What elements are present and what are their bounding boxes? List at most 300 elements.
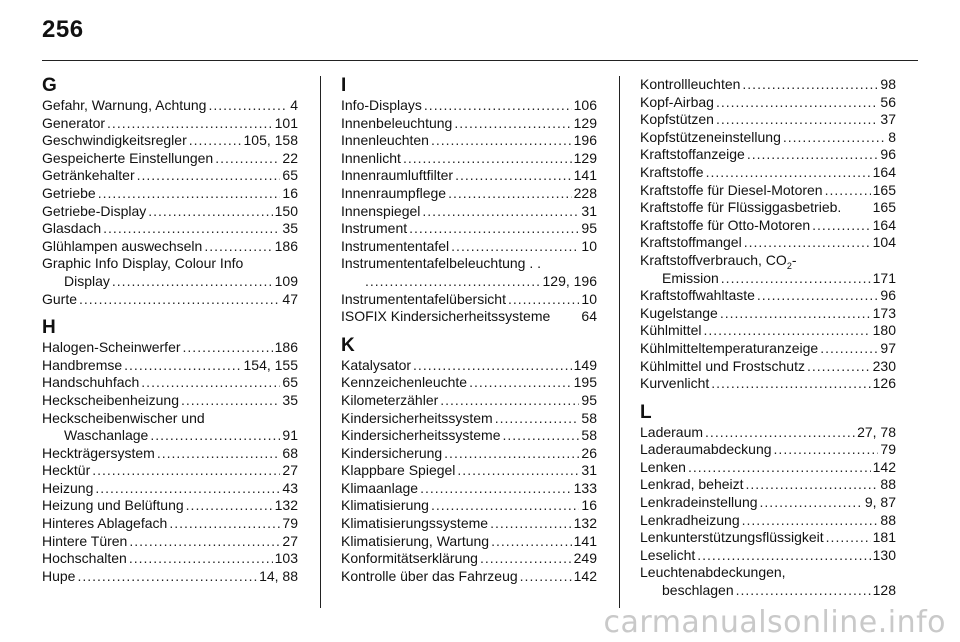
leader-dots [186, 497, 273, 515]
entry-term: Getriebe [42, 184, 96, 201]
index-entry[interactable] [640, 476, 896, 494]
leader-dots [480, 550, 572, 568]
entry-term: Lenkunterstützungsflüssigkeit [640, 529, 824, 546]
index-entry-continuation [42, 273, 298, 291]
entry-term: Hinteres Ablagefach [42, 515, 168, 532]
leader-dots [774, 441, 879, 459]
entry-term: Kopfstützen [640, 111, 714, 128]
entry-pages: 88 [880, 511, 896, 528]
index-entry[interactable] [341, 255, 597, 290]
entry-pages: 186 [274, 339, 298, 356]
index-entry[interactable] [42, 220, 298, 238]
index-entry[interactable] [341, 291, 597, 309]
entry-pages: 165 [872, 181, 896, 198]
leader-dots [747, 146, 879, 164]
entry-pages: 97 [880, 339, 896, 356]
entry-term: Leselicht [640, 546, 696, 563]
index-entry[interactable] [640, 164, 896, 182]
index-entry[interactable] [640, 217, 896, 235]
index-entry[interactable] [42, 550, 298, 568]
entry-term: Kennzeichenleuchte [341, 374, 468, 391]
entry-pages: 88 [880, 476, 896, 493]
entry-term: Getriebe-Display [42, 202, 147, 219]
entry-pages: 4 [290, 97, 298, 113]
entry-pages: 98 [880, 76, 896, 92]
leader-dots [157, 445, 281, 463]
index-entry-term [42, 410, 298, 428]
leader-dots [409, 220, 579, 238]
index-entry[interactable] [42, 392, 298, 410]
entry-term: Instrumententafelübersicht [341, 290, 506, 307]
leader-dots [424, 97, 572, 115]
index-entry-term [341, 255, 597, 273]
leader-dots [455, 167, 572, 185]
index-column-1 [42, 76, 298, 585]
index-entry[interactable] [341, 238, 597, 256]
index-entry[interactable] [341, 132, 597, 150]
leader-dots [744, 234, 871, 252]
index-entry[interactable] [341, 445, 597, 463]
entry-pages: 195 [573, 374, 597, 391]
entry-pages: 132 [274, 497, 298, 514]
index-entry[interactable] [640, 234, 896, 252]
index-entry[interactable] [42, 255, 298, 290]
leader-dots [137, 167, 281, 185]
leader-dots [716, 111, 878, 129]
entry-term-text: Graphic Info Display, Colour Info [42, 255, 244, 272]
index-entry[interactable] [640, 76, 896, 94]
leader-dots [451, 238, 579, 256]
entry-term: Heckträgersystem [42, 444, 155, 461]
entry-term-text: Instrumententafelbeleuchtung . . [341, 255, 542, 272]
entry-pages: 56 [880, 93, 896, 110]
entry-term: Generator [42, 114, 106, 131]
entry-pages: 35 [282, 391, 298, 408]
index-entry[interactable] [42, 445, 298, 463]
entry-term: Kühlmitteltemperaturanzeige [640, 339, 819, 356]
index-entry[interactable] [42, 132, 298, 150]
index-entry[interactable] [341, 115, 597, 133]
index-entry[interactable] [42, 203, 298, 221]
index-entry[interactable] [640, 512, 896, 530]
leader-dots [448, 185, 572, 203]
entry-pages: 31 [581, 462, 597, 479]
entry-pages: 95 [581, 220, 597, 237]
entry-term: Lenken [640, 458, 686, 475]
entry-pages: 154, 155 [243, 356, 298, 373]
index-column-3 [640, 76, 896, 600]
entry-pages: 65 [282, 374, 298, 391]
index-entry[interactable] [341, 515, 597, 533]
entry-term: Kurvenlicht [640, 375, 710, 392]
index-entry-continuation [341, 273, 597, 291]
leader-dots [736, 582, 871, 600]
index-entry[interactable] [640, 146, 896, 164]
entry-pages: 79 [880, 441, 896, 458]
index-entry[interactable] [341, 550, 597, 568]
entry-term: Instrument [341, 220, 408, 237]
entry-pages: 58 [581, 427, 597, 444]
entry-pages: 132 [573, 515, 597, 532]
entry-term: Gespeicherte Einstellungen [42, 149, 214, 166]
index-entry[interactable] [42, 291, 298, 309]
leader-dots [746, 476, 879, 494]
leader-dots [431, 497, 579, 515]
leader-dots [107, 115, 273, 133]
index-entry[interactable] [42, 167, 298, 185]
leader-dots [129, 533, 280, 551]
entry-pages: 141 [573, 167, 597, 184]
leader-dots [189, 132, 242, 150]
entry-pages: 47 [282, 290, 298, 307]
entry-pages: 9, 87 [864, 494, 896, 511]
entry-pages: 14, 88 [259, 567, 298, 584]
entry-term: Kraftstoffe [640, 163, 704, 180]
leader-dots [742, 512, 879, 530]
index-entry[interactable] [640, 252, 896, 287]
leader-dots [711, 375, 870, 393]
entry-term: Hochschalten [42, 550, 127, 567]
leader-dots [183, 339, 273, 357]
leader-dots [491, 533, 572, 551]
entry-term: Kontrolle über das Fahrzeug [341, 567, 518, 584]
entry-pages: 35 [282, 220, 298, 237]
entry-pages: 16 [282, 184, 298, 201]
index-entry[interactable] [341, 427, 597, 445]
entry-term: Kindersicherheitssystem [341, 409, 493, 426]
entry-term: Gurte [42, 290, 78, 307]
index-entry[interactable] [42, 185, 298, 203]
leader-dots [826, 529, 871, 547]
entry-term: Kraftstoffe für Otto-Motoren [640, 216, 811, 233]
entry-pages: 249 [573, 550, 597, 567]
section-letter: I [341, 75, 347, 96]
entry-term: Heizung und Belüftung [42, 497, 184, 514]
leader-dots [98, 185, 281, 203]
index-entry-term [42, 255, 298, 273]
leader-dots [420, 480, 572, 498]
index-entry[interactable] [640, 459, 896, 477]
entry-pages: 173 [872, 304, 896, 321]
entry-term: Kraftstoffanzeige [640, 146, 745, 163]
leader-dots [365, 273, 541, 291]
leader-dots [760, 494, 863, 512]
entry-term: Kopfstützeneinstellung [640, 128, 781, 145]
entry-term: Heckscheibenheizung [42, 391, 179, 408]
entry-pages: 95 [581, 391, 597, 408]
index-entry[interactable] [42, 339, 298, 357]
index-entry[interactable] [341, 410, 597, 428]
index-entry[interactable] [640, 322, 896, 340]
index-entry[interactable] [42, 515, 298, 533]
leader-dots [783, 129, 886, 147]
leader-dots [697, 547, 870, 565]
column-divider-1 [320, 76, 321, 608]
entry-pages: 165 [872, 199, 896, 216]
entry-pages: 106 [573, 97, 597, 113]
entry-pages: 104 [872, 234, 896, 251]
index-entry[interactable] [640, 494, 896, 512]
entry-pages: 230 [872, 357, 896, 374]
index-entry[interactable] [640, 111, 896, 129]
entry-pages: 31 [581, 202, 597, 219]
entry-pages: 27 [282, 462, 298, 479]
entry-pages: 171 [872, 269, 896, 286]
leader-dots [208, 97, 288, 115]
leader-dots [92, 462, 280, 480]
leader-dots [95, 480, 280, 498]
leader-dots [454, 115, 571, 133]
entry-pages: 26 [581, 444, 597, 461]
entry-term: Innenbeleuchtung [341, 114, 453, 131]
entry-term: Klimatisierung, Wartung [341, 532, 490, 549]
entry-term: Laderaumabdeckung [640, 441, 772, 458]
entry-term: Innenleuchten [341, 132, 429, 149]
entry-term: Innenspiegel [341, 202, 421, 219]
entry-pages: 79 [282, 515, 298, 532]
index-entry[interactable] [341, 392, 597, 410]
entry-term-continued: beschlagen [662, 582, 734, 599]
entry-pages: 65 [282, 167, 298, 184]
index-entry[interactable] [341, 220, 597, 238]
entry-pages: 103 [274, 550, 298, 567]
leader-dots [112, 273, 273, 291]
entry-term: Klappbare Spiegel [341, 462, 456, 479]
index-entry-continuation [640, 270, 896, 288]
entry-pages: 130 [872, 546, 896, 563]
index-entry[interactable] [341, 167, 597, 185]
entry-term: Lenkradeinstellung [640, 494, 758, 511]
index-entry[interactable] [640, 199, 896, 217]
leader-dots [716, 94, 878, 112]
leader-dots [204, 238, 272, 256]
entry-term: Konformitätserklärung [341, 550, 478, 567]
entry-pages: 228 [573, 184, 597, 201]
entry-pages: 64 [581, 308, 597, 325]
index-entry[interactable] [640, 375, 896, 393]
entry-pages: 27, 78 [857, 423, 896, 440]
entry-term: Kraftstoffe für Flüssiggasbetrieb. [640, 199, 842, 216]
entry-term: Hecktür [42, 462, 91, 479]
entry-pages: 109 [274, 272, 298, 289]
entry-pages: 27 [282, 532, 298, 549]
entry-term: Info-Displays [341, 97, 422, 113]
entry-term: Lenkradheizung [640, 511, 740, 528]
entry-pages: 105, 158 [243, 132, 298, 149]
leader-dots [79, 291, 280, 309]
index-entry[interactable] [640, 441, 896, 459]
entry-pages: 22 [282, 149, 298, 166]
leader-dots [495, 410, 580, 428]
leader-dots [490, 515, 572, 533]
index-entry[interactable] [341, 97, 597, 115]
index-entry[interactable] [341, 462, 597, 480]
entry-pages: 10 [581, 237, 597, 254]
index-entry[interactable] [640, 358, 896, 376]
index-entry[interactable] [42, 497, 298, 515]
entry-pages: 101 [274, 114, 298, 131]
index-entry-continuation [640, 582, 896, 600]
entry-pages: 164 [872, 163, 896, 180]
entry-pages: 196 [573, 132, 597, 149]
leader-dots [812, 217, 870, 235]
index-entry[interactable] [42, 410, 298, 445]
column-divider-2 [619, 76, 620, 608]
entry-term: Getränkehalter [42, 167, 135, 184]
leader-dots [422, 203, 579, 221]
entry-term: Kraftstoffwahltaste [640, 287, 755, 304]
leader-dots [403, 150, 572, 168]
leader-dots [413, 357, 572, 375]
leader-dots [825, 182, 871, 200]
index-entry[interactable] [640, 424, 896, 442]
entry-pages: 43 [282, 479, 298, 496]
index-entry[interactable] [341, 185, 597, 203]
index-entry[interactable] [42, 374, 298, 392]
entry-pages: 141 [573, 532, 597, 549]
entry-term: Instrumententafel [341, 237, 450, 254]
index-entry[interactable] [640, 340, 896, 358]
leader-dots [124, 357, 241, 375]
page-number: 256 [42, 16, 84, 43]
leader-dots [742, 76, 878, 94]
leader-dots [431, 132, 572, 150]
leader-dots [440, 392, 579, 410]
index-entry[interactable] [640, 547, 896, 565]
leader-dots [721, 270, 871, 288]
index-entry[interactable] [341, 150, 597, 168]
entry-pages: 37 [880, 111, 896, 128]
entry-term: Gefahr, Warnung, Achtung [42, 97, 207, 113]
entry-pages: 142 [872, 458, 896, 475]
entry-pages: 16 [581, 497, 597, 514]
index-entry[interactable] [640, 94, 896, 112]
entry-term: Glühlampen auswechseln [42, 237, 203, 254]
entry-term: Kopf-Airbag [640, 93, 714, 110]
entry-term: Kraftstoffe für Diesel-Motoren [640, 181, 823, 198]
section-letter: L [640, 401, 652, 423]
leader-dots [703, 322, 870, 340]
index-entry[interactable] [42, 533, 298, 551]
index-entry[interactable] [42, 115, 298, 133]
entry-term-subscript: 2 [786, 260, 792, 271]
entry-term: Hintere Türen [42, 532, 128, 549]
index-entry[interactable] [341, 480, 597, 498]
leader-dots [757, 287, 879, 305]
entry-pages: 149 [573, 356, 597, 373]
index-entry[interactable] [42, 357, 298, 375]
entry-term: Klimaanlage [341, 479, 419, 496]
entry-pages: 129, 196 [542, 272, 597, 289]
index-entry[interactable] [42, 568, 298, 586]
index-entry[interactable] [640, 305, 896, 323]
leader-dots [720, 305, 871, 323]
leader-dots [77, 568, 257, 586]
header-rule [42, 60, 918, 61]
entry-term-continued: Emission [662, 269, 719, 286]
index-entry[interactable] [42, 462, 298, 480]
leader-dots [688, 459, 871, 477]
entry-pages: 91 [282, 427, 298, 444]
index-entry[interactable] [640, 564, 896, 599]
entry-term: Handschuhfach [42, 374, 140, 391]
index-entry[interactable] [341, 374, 597, 392]
leader-dots [103, 220, 280, 238]
entry-term: Innenraumpflege [341, 184, 447, 201]
index-entry[interactable] [640, 529, 896, 547]
entry-term: Innenraumluftfilter [341, 167, 454, 184]
entry-term: Halogen-Scheinwerfer [42, 339, 181, 356]
leader-dots [706, 164, 871, 182]
index-entry-term [640, 564, 896, 582]
leader-dots [129, 550, 273, 568]
entry-term: Kraftstoffmangel [640, 234, 742, 251]
entry-term-continued: Waschanlage [64, 427, 149, 444]
index-entry[interactable] [42, 238, 298, 256]
entry-pages: 129 [573, 149, 597, 166]
entry-term: Klimatisierung [341, 497, 429, 514]
entry-term: Kindersicherung [341, 444, 443, 461]
entry-pages: 128 [872, 582, 896, 599]
entry-term: Kindersicherheitssysteme [341, 427, 501, 444]
leader-dots [150, 427, 280, 445]
entry-term: Heizung [42, 479, 94, 496]
entry-term: Kilometerzähler [341, 391, 439, 408]
index-entry[interactable] [42, 150, 298, 168]
index-entry[interactable] [341, 497, 597, 515]
index-entry[interactable] [341, 203, 597, 221]
leader-dots [215, 150, 280, 168]
index-entry[interactable] [640, 129, 896, 147]
entry-term: Lenkrad, beheizt [640, 476, 744, 493]
index-entry[interactable] [341, 568, 597, 586]
leader-dots [469, 374, 572, 392]
entry-pages: 68 [282, 444, 298, 461]
entry-pages: 133 [573, 479, 597, 496]
entry-pages: 129 [573, 114, 597, 131]
index-entry[interactable] [42, 97, 298, 115]
index-entry[interactable] [42, 480, 298, 498]
leader-dots [807, 358, 871, 376]
entry-pages: 164 [872, 216, 896, 233]
index-entry[interactable] [341, 357, 597, 375]
entry-term: Katalysator [341, 356, 412, 373]
index-entry[interactable] [640, 287, 896, 305]
leader-dots [508, 291, 579, 309]
leader-dots [503, 427, 580, 445]
entry-pages: 10 [581, 290, 597, 307]
section-letter: K [341, 334, 355, 356]
index-column-2 [341, 76, 597, 585]
entry-term: Laderaum [640, 423, 704, 440]
entry-pages: 96 [880, 287, 896, 304]
entry-pages: 186 [274, 237, 298, 254]
leader-dots [520, 568, 572, 586]
entry-pages: 96 [880, 146, 896, 163]
leader-dots [457, 462, 579, 480]
index-entry[interactable] [640, 182, 896, 200]
entry-pages: 181 [872, 529, 896, 546]
leader-dots [148, 203, 272, 221]
entry-term: Kugelstange [640, 304, 718, 321]
entry-term: Glasdach [42, 220, 102, 237]
entry-pages: 180 [872, 322, 896, 339]
leader-dots [181, 392, 280, 410]
index-entry[interactable] [341, 308, 597, 326]
index-entry[interactable] [341, 533, 597, 551]
entry-term: Kühlmittel und Frostschutz [640, 357, 805, 374]
index-entry-continuation [42, 427, 298, 445]
